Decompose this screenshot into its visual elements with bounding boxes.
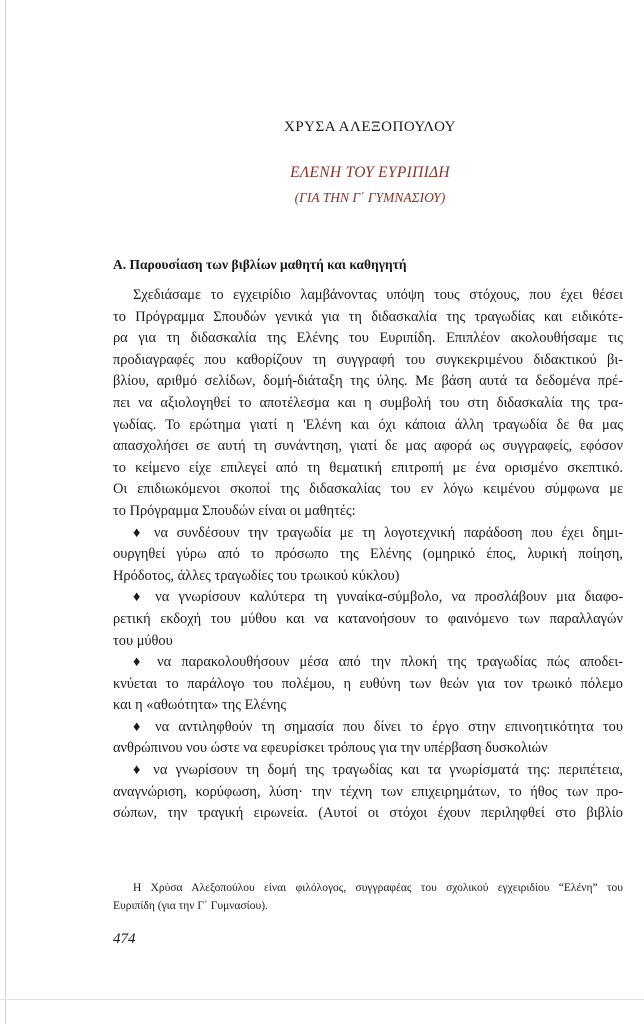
body-line: απασχολήσει σε αυτή τη συνάντηση, γιατί δε μας αφορά ως συγγραφείς, εφόσον — [113, 438, 623, 455]
footnote-line: Ευριπίδη (για την Γ΄ Γυμνασίου). — [113, 900, 268, 912]
body-line: ανθρώπινου νου ώστε να εφευρίσκει τρόπους για την υπέρβαση δυσκολιών — [113, 740, 548, 757]
body-line: του μύθου — [113, 632, 173, 649]
body-line: κνύεται το παράλογο του πολέμου, η ευθύνη των θεών για τον τρωικό πόλεμο — [113, 675, 623, 692]
article-subtitle: (ΓΙΑ ΤΗΝ Γ΄ ΓΥΜΝΑΣΙΟΥ) — [294, 190, 446, 205]
body-line: ρα για τη διδασκαλία της Ελένης του Ευριπίδη. Επιπλέον ακολουθήσαμε τις — [113, 330, 623, 347]
body-line: Σχεδιάσαμε το εγχειρίδιο λαμβάνοντας υπόψη τους στόχους, που έχει θέσει — [133, 287, 623, 303]
bullet-line: ♦ να αντιληφθούν τη σημασία που δίνει το έργο στην επινοητικότητα του — [133, 718, 623, 735]
body-line: ουργηθεί γύρω από το πρόσωπο της Ελένης (ομηρικό έπος, λυρική ποίηση, — [113, 546, 623, 563]
scan-bottom-edge — [0, 999, 644, 1000]
footnote-line: Η Χρύσα Αλεξοπούλου είναι φιλόλογος, συγγραφέας του σχολικού εγχειριδίου “Ελένη” του — [133, 882, 623, 894]
page-number: 474 — [113, 931, 136, 947]
scan-left-edge — [5, 0, 6, 1024]
body-line: το κείμενο είχε επιλεγεί από τη θεματική επιτροπή με ένα ορισμένο σκεπτικό. — [113, 459, 623, 476]
section-heading: Α. Παρουσίαση των βιβλίων μαθητή και καθηγητή — [113, 257, 407, 272]
bullet-line: ♦ να γνωρίσουν τη δομή της τραγωδίας και τα γνωρίσματά της: περιπέτεια, — [133, 762, 623, 779]
article-title: ΕΛΕΝΗ ΤΟΥ ΕΥΡΙΠΙΔΗ — [290, 164, 450, 181]
bullet-line: ♦ να γνωρίσουν καλύτερα τη γυναίκα-σύμβολο, να προσλάβουν μια διαφο- — [133, 589, 623, 606]
body-line: πει να αξιολογηθεί το αποτέλεσμα και η συμβολή του στη διδασκαλία της τρα- — [113, 394, 623, 411]
footnote — [113, 879, 623, 915]
body-line: και η «αθωότητα» της Ελένης — [113, 697, 287, 714]
body-text — [113, 285, 623, 825]
body-line: το Πρόγραμμα Σπουδών είναι οι μαθητές: — [113, 502, 356, 519]
body-line: σώπων, την τραγική ειρωνεία. (Αυτοί οι στόχοι έχουν περιληφθεί στο βιβλίο — [113, 805, 623, 822]
bullet-line: ♦ να παρακολουθήσουν μέσα από την πλοκή της τραγωδίας πώς αποδει- — [133, 654, 623, 671]
body-line: αναγνώριση, κορύφωση, λύση· την τέχνη των επιχειρημάτων, το ήθος των προ- — [113, 783, 623, 800]
author-name: ΧΡΥΣΑ ΑΛΕΞΟΠΟΥΛΟΥ — [284, 119, 456, 135]
body-line: ρετική εκδοχή του μύθου και να κατανοήσουν το φαινόμενο των παραλλαγών — [113, 610, 623, 627]
body-line: προδιαγραφές που καθορίζουν τη συγγραφή του συγκεκριμένου διδακτικού βι- — [113, 351, 623, 368]
body-line: γωδίας. Το ερώτημα γιατί η 'Ελένη και όχι κάποια άλλη τραγωδία δε θα μας — [113, 416, 623, 433]
body-line: βλίου, αριθμό σελίδων, δομή-διάταξη της ύλης. Με βάση αυτά τα δεδομένα πρέ- — [113, 373, 623, 390]
body-line: Οι επιδιωκόμενοι σκοποί της διδασκαλίας του εν λόγω κειμένου σύμφωνα με — [113, 481, 623, 498]
body-line: Ηρόδοτος, άλλες τραγωδίες του τρωικού κύκλου) — [113, 567, 400, 584]
body-line: το Πρόγραμμα Σπουδών γενικά για τη διδασκαλία της τραγωδίας και ειδικότε- — [113, 308, 623, 325]
bullet-line: ♦ να συνδέσουν την τραγωδία με τη λογοτεχνική παράδοση που έχει δημι- — [133, 524, 623, 541]
